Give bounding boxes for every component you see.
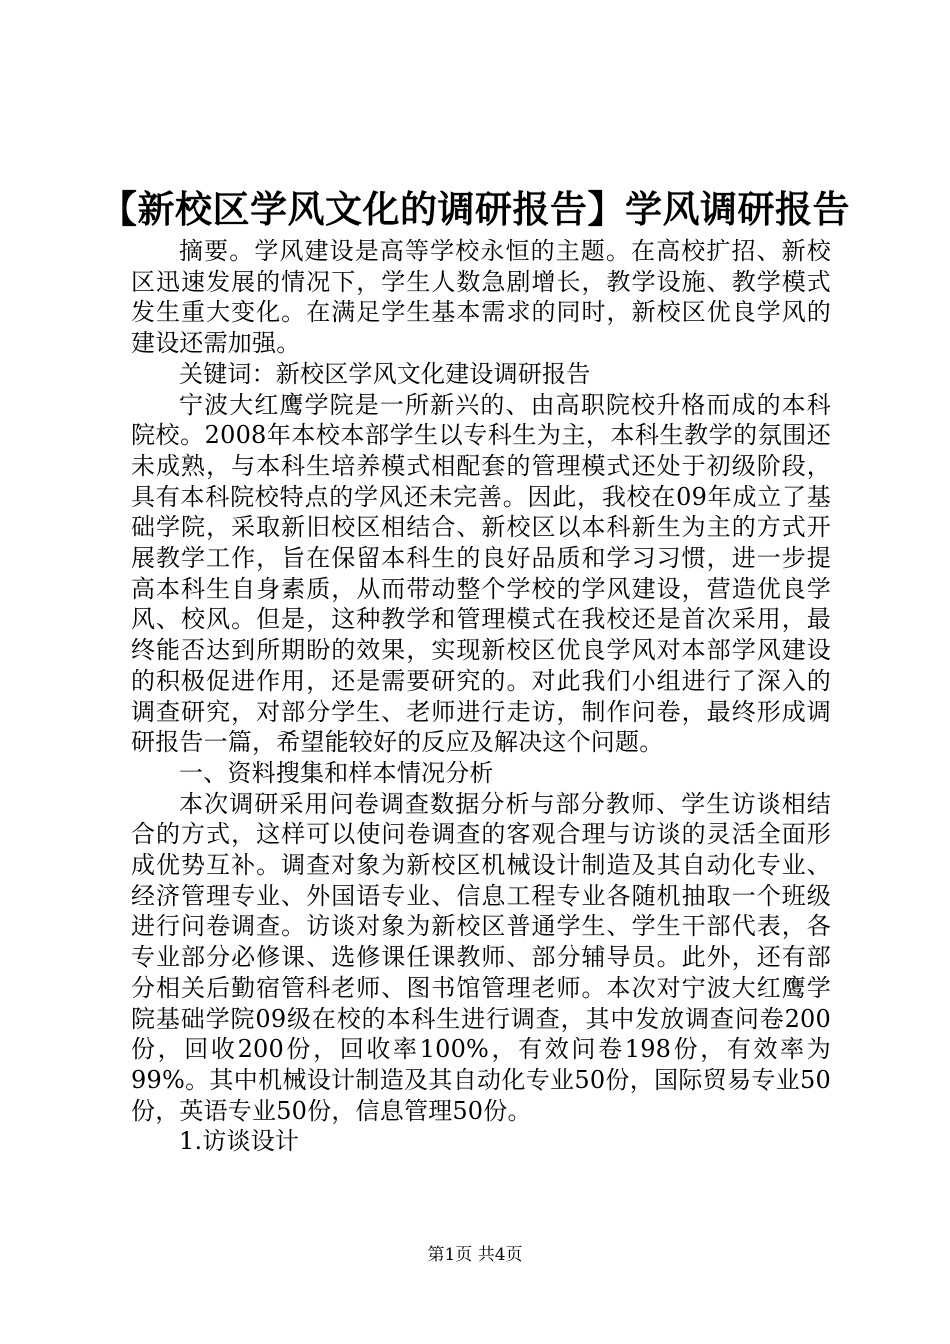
document-body <box>131 236 831 1157</box>
subsection-heading: 1.访谈设计 <box>179 1127 300 1156</box>
section-heading: 一、资料搜集和样本情况分析 <box>179 758 494 787</box>
paragraph-keywords: 关键词：新校区学风文化建设调研报告 <box>179 359 591 388</box>
page-footer: 第1页 共4页 <box>427 1245 523 1265</box>
paragraph-introduction: 宁波大红鹰学院是一所新兴的、由高职院校升格而成的本科院校。2008年本校本部学生以专科生为主，本科生教学的氛围还未成熟，与本科生培养模式相配套的管理模式还处于初级阶段，具有本科院校特点的学风还未完善。因此，我校在09年成立了基础学院，采取新旧校区相结合、新校区以本科新生为主的方式开展教学工作，旨在保留本科生的良好品质和学习习惯，进一步提高本科生自身素质，从而带动整个学校的学风建设，营造优良学风、校风。但是，这种教学和管理模式在我校还是首次采用，最终能否达到所期盼的效果，实现新校区优良学风对本部学风建设的积极促进作用，还是需要研究的。对此我们小组进行了深入的调查研究，对部分学生、老师进行走访，制作问卷，最终形成调研报告一篇，希望能较好的反应及解决这个问题。 <box>131 390 831 757</box>
paragraph-abstract: 摘要。学风建设是高等学校永恒的主题。在高校扩招、新校区迅速发展的情况下，学生人数急剧增长，教学设施、教学模式发生重大变化。在满足学生基本需求的同时，新校区优良学风的建设还需加强。 <box>131 237 831 358</box>
document-title: 【新校区学风文化的调研报告】学风调研报告 <box>100 187 850 231</box>
paragraph-method: 本次调研采用问卷调查数据分析与部分教师、学生访谈相结合的方式，这样可以使问卷调查的客观合理与访谈的灵活全面形成优势互补。调查对象为新校区机械设计制造及其自动化专业、经济管理专业、外国语专业、信息工程专业各随机抽取一个班级进行问卷调查。访谈对象为新校区普通学生、学生干部代表，各专业部分必修课、选修课任课教师、部分辅导员。此外，还有部分相关后勤宿管科老师、图书馆管理老师。本次对宁波大红鹰学院基础学院09级在校的本科生进行调查，其中发放调查问卷200份，回收200份，回收率100%，有效问卷198份，有效率为99%。其中机械设计制造及其自动化专业50份，国际贸易专业50份，英语专业50份，信息管理50份。 <box>131 789 831 1125</box>
